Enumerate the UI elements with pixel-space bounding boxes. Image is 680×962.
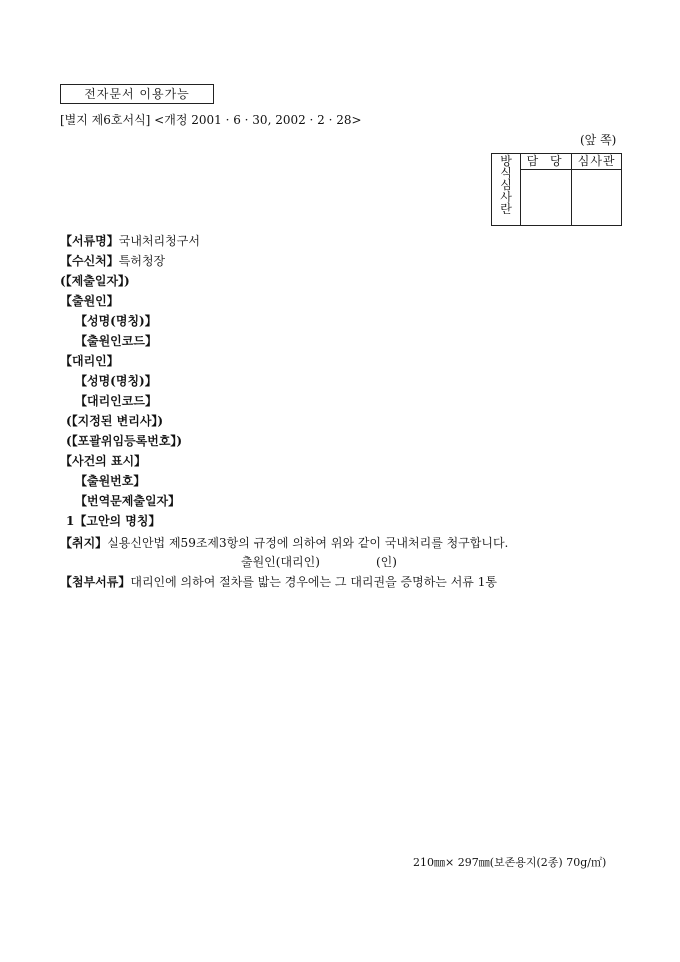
approval-cell-in-charge	[521, 170, 572, 226]
signer-label: 출원인(대리인)	[241, 555, 320, 569]
approval-header-in-charge: 담 당	[521, 154, 572, 170]
general-power-number: (【포괄위임등록번호】)	[66, 434, 183, 448]
agent-code: 【대리인코드】	[75, 394, 157, 408]
seal-label: (인)	[376, 555, 397, 569]
doc-name-line: 【서류명】국내처리청구서	[60, 234, 200, 248]
agent-heading: 【대리인】	[60, 354, 119, 368]
paper-spec: 210㎜× 297㎜(보존용지(2종) 70g/㎡)	[413, 856, 607, 869]
approval-table	[491, 153, 622, 226]
applicant-heading: 【출원인】	[60, 294, 119, 308]
approval-vertical-label: 방 식 심 사 란	[492, 154, 521, 226]
submit-date-line: (【제출일자】)	[60, 274, 130, 288]
approval-header-examiner: 심사관	[572, 154, 622, 170]
designated-patent-attorney: (【지정된 변리사】)	[66, 414, 164, 428]
attachments-line: 【첨부서류】대리인에 의하여 절차를 밟는 경우에는 그 대리권을 증명하는 서류 1통	[60, 575, 497, 589]
approval-cell-examiner	[572, 170, 622, 226]
applicant-name: 【성명(명칭)】	[75, 314, 157, 328]
agent-name: 【성명(명칭)】	[75, 374, 157, 388]
applicant-code: 【출원인코드】	[75, 334, 157, 348]
purpose-line: 【취지】실용신안법 제59조제3항의 규정에 의하여 위와 같이 국내처리를 청구합니다.	[60, 536, 509, 550]
application-number: 【출원번호】	[75, 474, 146, 488]
case-display-heading: 【사건의 표시】	[60, 454, 147, 468]
form-reference: [별지 제6호서식] <개정 2001 · 6 · 30, 2002 · 2 · 28>	[60, 113, 362, 127]
electronic-document-box: 전자문서 이용가능	[60, 84, 214, 104]
recipient-line: 【수신처】특허청장	[60, 254, 166, 268]
page-side-label: (앞 쪽)	[580, 133, 617, 147]
translation-submit-date: 【번역문제출일자】	[75, 494, 181, 508]
device-name: 1【고안의 명칭】	[66, 514, 161, 528]
